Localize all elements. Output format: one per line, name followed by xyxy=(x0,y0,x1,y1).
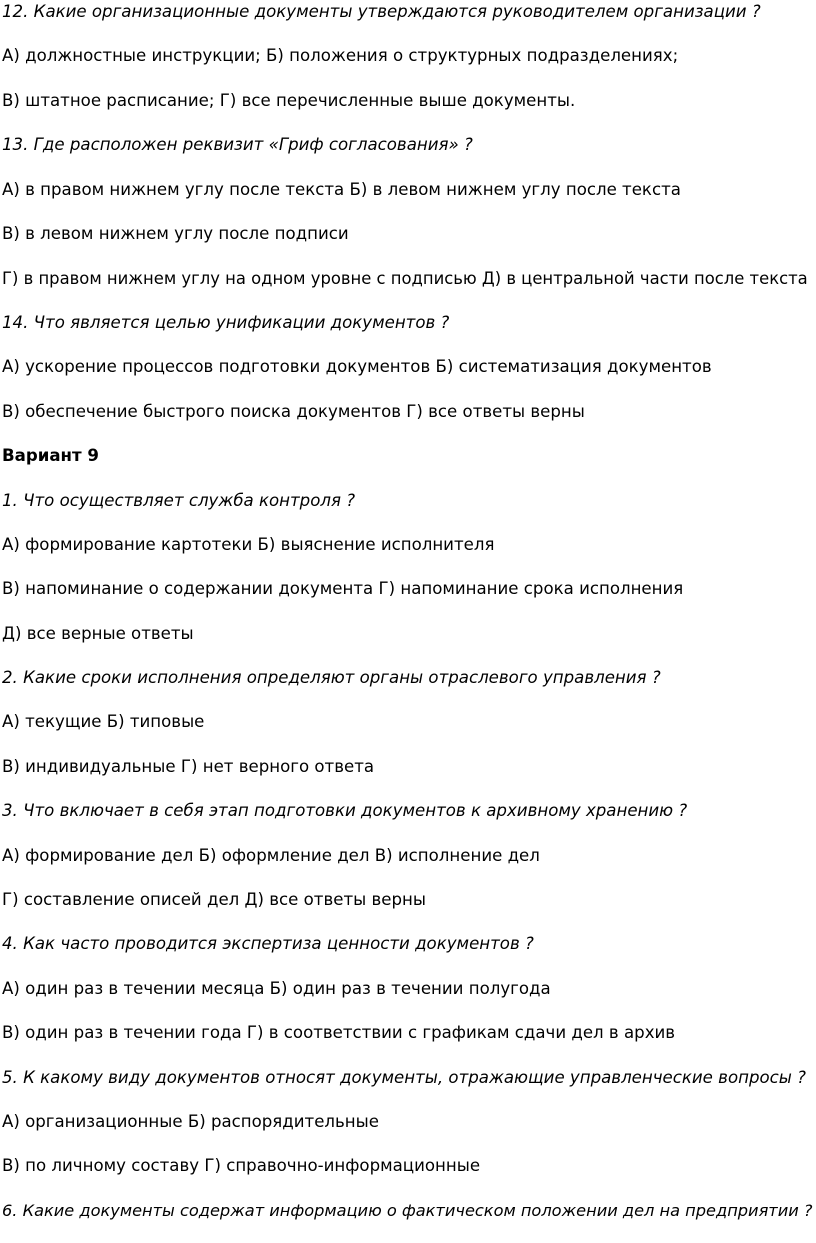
answer-line: А) один раз в течении месяца Б) один раз в течении полугода xyxy=(2,979,551,998)
question-2: 2. Какие сроки исполнения определяют органы отраслевого управления ? xyxy=(2,668,661,687)
answer-line: В) обеспечение быстрого поиска документов Г) все ответы верны xyxy=(2,402,585,421)
question-13: 13. Где расположен реквизит «Гриф согласования» ? xyxy=(2,135,473,154)
answer-line: В) в левом нижнем углу после подписи xyxy=(2,224,349,243)
variant-heading: Вариант 9 xyxy=(2,446,99,465)
answer-line: Д) все верные ответы xyxy=(2,624,194,643)
answer-line: Г) составление описей дел Д) все ответы верны xyxy=(2,890,426,909)
question-14: 14. Что является целью унификации документов ? xyxy=(2,313,450,332)
answer-line: В) напоминание о содержании документа Г) напоминание срока исполнения xyxy=(2,579,684,598)
question-6: 6. Какие документы содержат информацию о фактическом положении дел на предприятии ? xyxy=(2,1201,813,1220)
answer-line: А) ускорение процессов подготовки документов Б) систематизация документов xyxy=(2,357,712,376)
answer-line: А) должностные инструкции; Б) положения о структурных подразделениях; xyxy=(2,46,679,65)
answer-line: А) в правом нижнем углу после текста Б) в левом нижнем углу после текста xyxy=(2,180,681,199)
question-5: 5. К какому виду документов относят документы, отражающие управленческие вопросы ? xyxy=(2,1068,806,1087)
question-4: 4. Как часто проводится экспертиза ценности документов ? xyxy=(2,934,534,953)
answer-line: В) по личному составу Г) справочно-информационные xyxy=(2,1156,481,1175)
question-3: 3. Что включает в себя этап подготовки документов к архивному хранению ? xyxy=(2,801,688,820)
answer-line: А) текущие Б) типовые xyxy=(2,712,205,731)
answer-line: В) штатное расписание; Г) все перечисленные выше документы. xyxy=(2,91,576,110)
answer-line: В) один раз в течении года Г) в соответствии с графикам сдачи дел в архив xyxy=(2,1023,676,1042)
answer-line: А) формирование дел Б) оформление дел В) исполнение дел xyxy=(2,846,540,865)
question-1: 1. Что осуществляет служба контроля ? xyxy=(2,491,356,510)
answer-line: Г) в правом нижнем углу на одном уровне с подписью Д) в центральной части после текста xyxy=(2,269,808,288)
answer-line: В) индивидуальные Г) нет верного ответа xyxy=(2,757,375,776)
answer-line: А) формирование картотеки Б) выяснение исполнителя xyxy=(2,535,495,554)
answer-line: А) организационные Б) распорядительные xyxy=(2,1112,379,1131)
question-12: 12. Какие организационные документы утверждаются руководителем организации ? xyxy=(2,2,761,21)
